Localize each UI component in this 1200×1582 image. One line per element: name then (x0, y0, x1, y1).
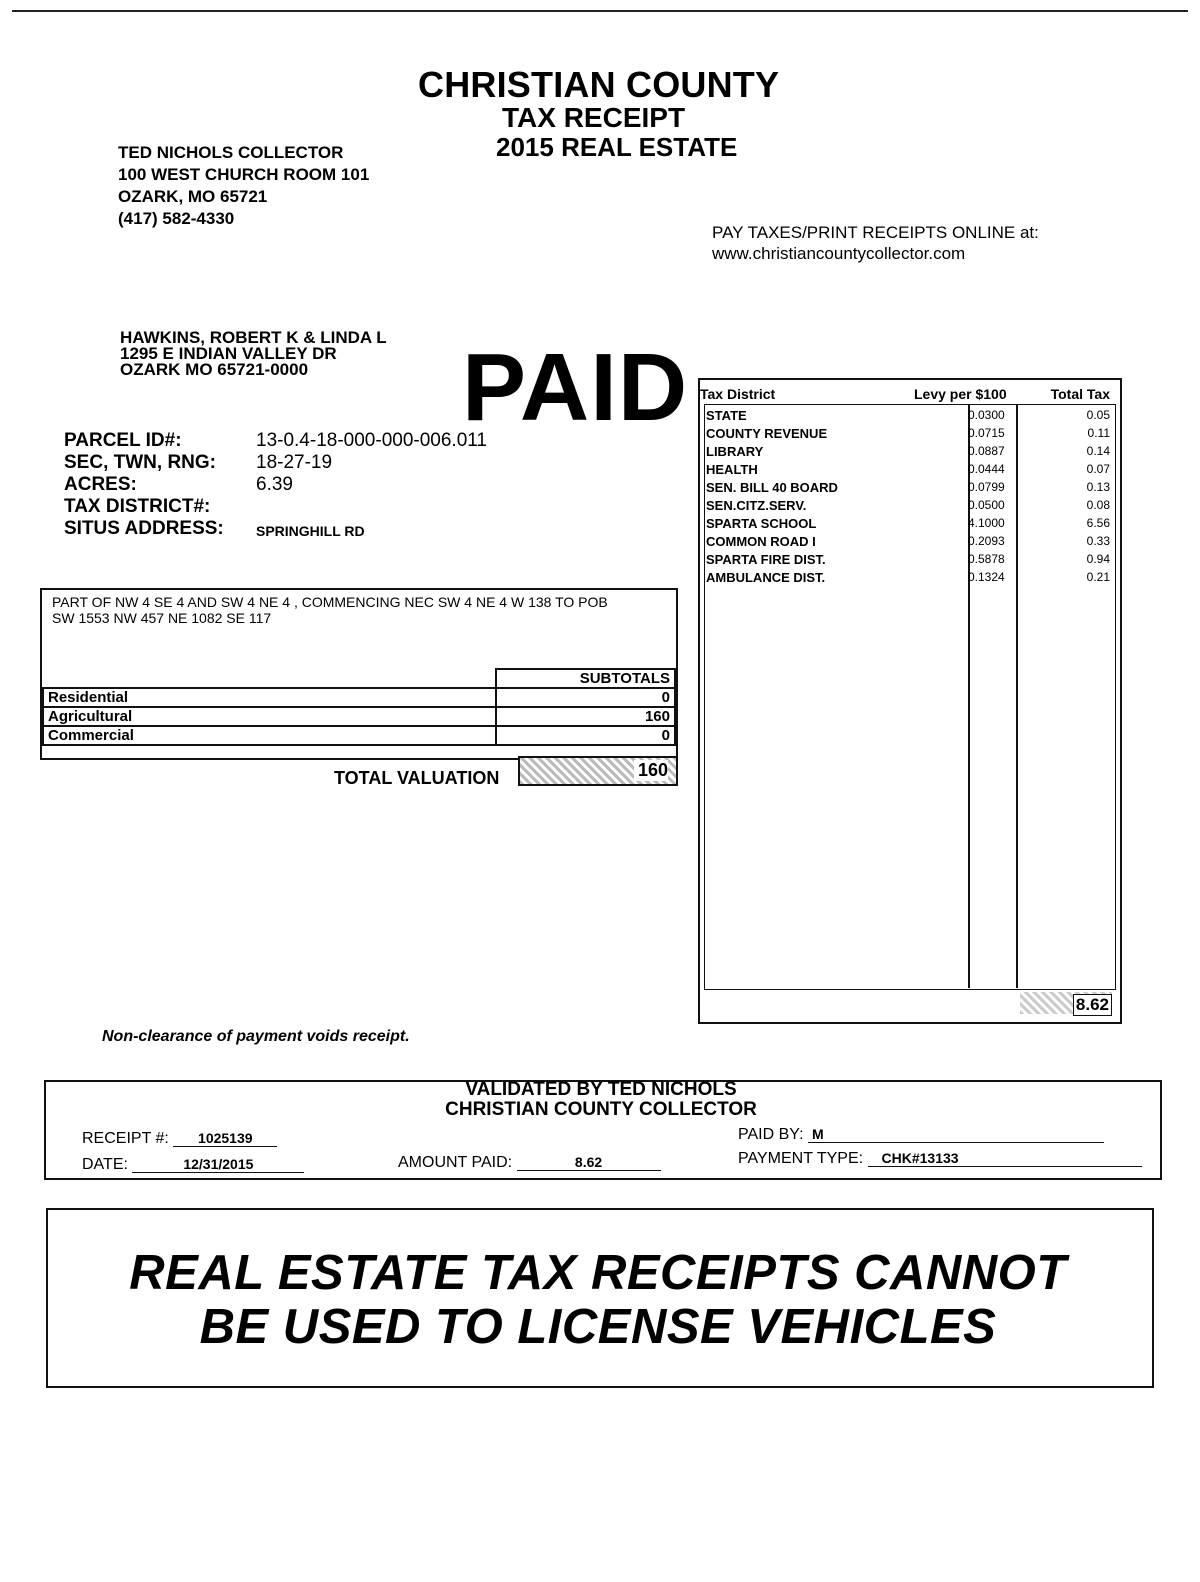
subtotals-header: SUBTOTALS (496, 669, 675, 688)
table-row (706, 496, 1110, 514)
collector-address2: OZARK, MO 65721 (118, 187, 268, 206)
collector-address1: 100 WEST CHURCH ROOM 101 (118, 165, 370, 184)
acres-value: 6.39 (256, 474, 293, 495)
table-row (706, 442, 1110, 460)
situs-address-value: SPRINGHILL RD (256, 523, 365, 539)
tax-value: 0.08 (1086, 498, 1110, 512)
paid-by-field (738, 1126, 1104, 1144)
levy-value: 0.5878 (968, 552, 1005, 566)
acres-label: ACRES: (64, 474, 137, 495)
situs-address-label: SITUS ADDRESS: (64, 518, 224, 539)
collector-name: TED NICHOLS COLLECTOR (118, 143, 344, 162)
total-valuation-box (518, 756, 678, 786)
total-valuation-label: TOTAL VALUATION (334, 768, 500, 788)
col-total-tax: Total Tax (1050, 386, 1110, 402)
table-row (706, 514, 1110, 532)
owner-city: OZARK MO 65721-0000 (120, 360, 309, 379)
date-field (82, 1156, 304, 1174)
receipt-number-label: RECEIPT #: (82, 1130, 169, 1147)
owner-name: HAWKINS, ROBERT K & LINDA L (120, 328, 387, 347)
district-name: SEN.CITZ.SERV. (706, 498, 807, 513)
date-label: DATE: (82, 1156, 128, 1173)
table-row (706, 532, 1110, 550)
table-row (43, 688, 675, 707)
table-row (706, 406, 1110, 424)
district-name: SEN. BILL 40 BOARD (706, 480, 838, 495)
levy-value: 0.0444 (968, 462, 1005, 476)
table-row (43, 726, 675, 745)
collector-phone: (417) 582-4330 (118, 209, 235, 228)
legal-description (52, 594, 608, 626)
validation-title (44, 1080, 1158, 1120)
tax-value: 0.13 (1086, 480, 1110, 494)
payment-type-value: CHK#13133 (868, 1150, 1142, 1167)
commercial-label: Commercial (43, 726, 496, 745)
collector-block (118, 142, 369, 230)
levy-value: 0.0300 (968, 408, 1005, 422)
district-name: COMMON ROAD I (706, 534, 816, 549)
table-row (706, 460, 1110, 478)
tax-value: 0.94 (1086, 552, 1110, 566)
tax-value: 0.05 (1086, 408, 1110, 422)
table-row (706, 478, 1110, 496)
levy-value: 0.0715 (968, 426, 1005, 440)
total-valuation-value: 160 (634, 760, 668, 781)
legal-line-1: PART OF NW 4 SE 4 AND SW 4 NE 4 , COMMENCING NEC SW 4 NE 4 W 138 TO POB (52, 594, 608, 610)
online-text: PAY TAXES/PRINT RECEIPTS ONLINE at: (712, 223, 1039, 242)
tax-value: 0.21 (1086, 570, 1110, 584)
receipt-number: 1025139 (173, 1130, 277, 1147)
tax-value: 0.14 (1086, 444, 1110, 458)
tax-district-label: TAX DISTRICT#: (64, 496, 211, 517)
vehicle-license-warning (46, 1246, 1150, 1354)
parcel-id-label: PARCEL ID#: (64, 430, 182, 451)
paid-by-label: PAID BY: (738, 1126, 804, 1143)
payment-type-label: PAYMENT TYPE: (738, 1150, 864, 1167)
online-url: www.christiancountycollector.com (712, 244, 966, 263)
district-name: COUNTY REVENUE (706, 426, 828, 441)
online-payment-note (712, 222, 1039, 264)
tax-value: 6.56 (1086, 516, 1110, 530)
amount-paid-value: 8.62 (517, 1154, 661, 1171)
parcel-id-value: 13-0.4-18-000-000-006.011 (256, 430, 487, 451)
district-name: LIBRARY (706, 444, 764, 459)
district-name: SPARTA FIRE DIST. (706, 552, 826, 567)
non-clearance-notice: Non-clearance of payment voids receipt. (102, 1028, 410, 1045)
owner-block (120, 330, 387, 378)
receipt-year-type: 2015 REAL ESTATE (496, 132, 738, 162)
residential-label: Residential (43, 688, 496, 707)
levy-value: 4.1000 (968, 516, 1005, 530)
warning-line-1: REAL ESTATE TAX RECEIPTS CANNOT (129, 1246, 1067, 1300)
total-tax-box (1020, 992, 1112, 1014)
levy-value: 0.0500 (968, 498, 1005, 512)
paid-stamp: PAID (462, 334, 689, 441)
amount-paid-label: AMOUNT PAID: (398, 1154, 513, 1171)
sec-twn-rng-value: 18-27-19 (256, 452, 333, 473)
agricultural-label: Agricultural (43, 707, 496, 726)
agricultural-value: 160 (496, 707, 675, 726)
tax-value: 0.11 (1087, 426, 1110, 440)
date-value: 12/31/2015 (132, 1156, 304, 1173)
paid-by-value: M (808, 1126, 1104, 1143)
payment-type-field (738, 1150, 1142, 1168)
levy-value: 0.0887 (968, 444, 1005, 458)
levy-value: 0.2093 (968, 534, 1005, 548)
levy-value: 0.0799 (968, 480, 1005, 494)
district-name: HEALTH (706, 462, 758, 477)
table-row (706, 424, 1110, 442)
residential-value: 0 (496, 688, 675, 707)
subtotals-table (42, 668, 676, 746)
col-levy: Levy per $100 (914, 386, 1007, 402)
total-tax-value: 8.62 (1073, 994, 1112, 1016)
sec-twn-rng-label: SEC, TWN, RNG: (64, 452, 216, 473)
collector-office: CHRISTIAN COUNTY COLLECTOR (445, 1099, 757, 1120)
tax-value: 0.07 (1086, 462, 1110, 476)
empty-cell (43, 669, 496, 688)
validated-by: VALIDATED BY TED NICHOLS (465, 1079, 737, 1100)
legal-line-2: SW 1553 NW 457 NE 1082 SE 117 (52, 610, 272, 626)
district-name: AMBULANCE DIST. (706, 570, 826, 585)
levy-value: 0.1324 (968, 570, 1005, 584)
table-row (706, 550, 1110, 568)
table-row (43, 707, 675, 726)
amount-paid-field (398, 1154, 661, 1172)
receipt-number-field (82, 1130, 277, 1148)
county-title: CHRISTIAN COUNTY (418, 64, 780, 105)
top-border-line (12, 10, 1188, 12)
district-name: STATE (706, 408, 747, 423)
district-name: SPARTA SCHOOL (706, 516, 817, 531)
owner-street: 1295 E INDIAN VALLEY DR (120, 344, 337, 363)
commercial-value: 0 (496, 726, 675, 745)
table-row (706, 568, 1110, 586)
tax-value: 0.33 (1086, 534, 1110, 548)
receipt-title: TAX RECEIPT (502, 102, 686, 133)
warning-line-2: BE USED TO LICENSE VEHICLES (199, 1300, 997, 1354)
subtotals-header-row (43, 669, 675, 688)
col-tax-district: Tax District (700, 386, 776, 402)
